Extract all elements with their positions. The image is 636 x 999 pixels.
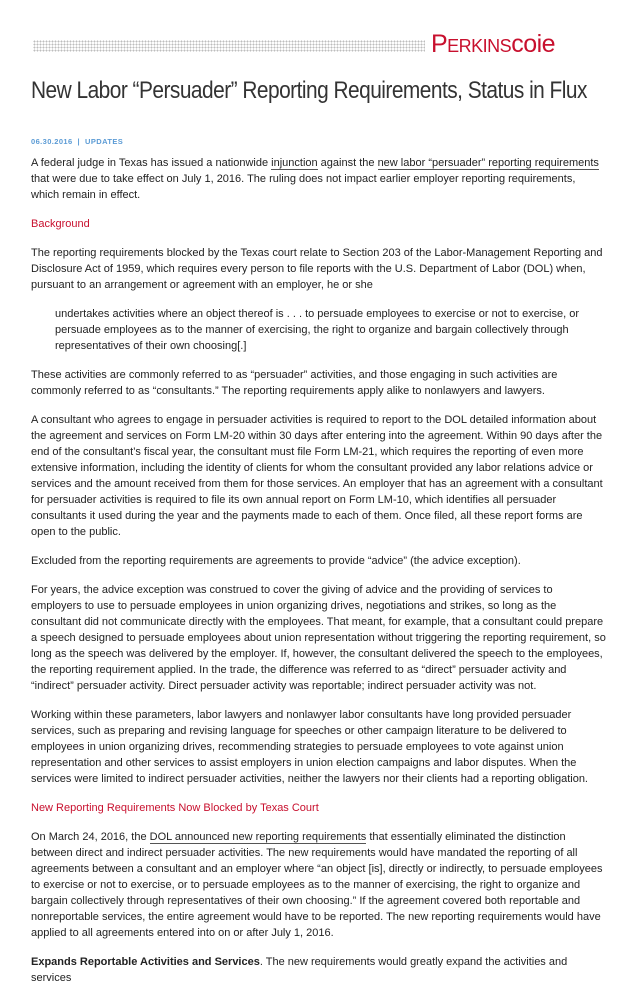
meta-separator: | bbox=[77, 137, 81, 146]
paragraph: A consultant who agrees to engage in persuader activities is required to report to the DOL detailed information about the agreement and services on Form LM-20 within 30 days after entering into the agreement. Within 90 days after the end of the consultant’s fiscal year, the consultant must file Form LM-21, which requires the reporting of even more extensive information, including the identity of clients for whom the consultant provided any labor relations advice or services and the amount received from them for those services. An employer that has an agreement with a consultant for persuader activities is required to file its own annual report on Form LM-10, which identifies all persuader consultants it used during the year and the payments made to each of them. Once filed, all these report forms are open to the public. bbox=[31, 414, 603, 538]
paragraph: These activities are commonly referred to as “persuader” activities, and those engaging in such activities are commonly referred to as “consultants.” The reporting requirements apply alike to nonlawyers and lawyers. bbox=[31, 369, 558, 397]
injunction-link[interactable]: injunction bbox=[271, 157, 318, 169]
page-header bbox=[0, 0, 636, 60]
article-date: 06.30.2016 bbox=[31, 137, 73, 146]
intro-paragraph: A federal judge in Texas has issued a nationwide injunction against the new labor “persuader” reporting requirements that were due to take effect on July 1, 2016. The ruling does not impact earlier employer reporting requirements, which remain in effect. bbox=[31, 157, 599, 201]
paragraph: Excluded from the reporting requirements are agreements to provide “advice” (the advice exception). bbox=[31, 555, 521, 567]
paragraph: Working within these parameters, labor lawyers and nonlawyer labor consultants have long provided persuader services, such as preparing and revising language for speeches or other campaign literature to be delivered to employees in union organizing drives, recommending strategies to persuade employees to vote against union representation and other services to assist employers in union election campaigns and labor disputes. When the services were limited to indirect persuader activities, neither the lawyers nor their clients had a reporting obligation. bbox=[31, 709, 588, 785]
dol-announcement-link[interactable]: DOL announced new reporting requirements bbox=[149, 831, 367, 843]
article-meta bbox=[31, 137, 128, 146]
paragraph: For years, the advice exception was construed to cover the giving of advice and the providing of services to employers to use to persuade employees in union organizing drives, negotiations and strikes, so long as the consultant did not communicate directly with the employees. That meant, for example, that a consultant could prepare a speech designed to persuade employees about union representation without triggering the reporting requirement, so long as the speech was delivered by the employer. If, however, the consultant delivered the speech to the employees, the reporting requirement applied. In the trade, the difference was referred to as “direct” persuader activity and “indirect” persuader activity. Direct persuader activity was reportable; indirect persuader activity was not. bbox=[31, 584, 606, 692]
section-heading-new-requirements: New Reporting Requirements Now Blocked by Texas Court bbox=[31, 802, 319, 814]
dot-pattern-decoration bbox=[33, 40, 425, 52]
article-category[interactable]: UPDATES bbox=[85, 137, 124, 146]
block-quote: undertakes activities where an object thereof is . . . to persuade employees to exercise or not to exercise, or persuade employees as to the manner of exercising, the right to organize and bargain collectively through representatives of their own choosing[.] bbox=[55, 308, 579, 352]
paragraph: The reporting requirements blocked by the Texas court relate to Section 203 of the Labor-Management Reporting and Disclosure Act of 1959, which requires every person to file reports with the U.S. Department of Labor (DOL) when, pursuant to an arrangement or agreement with an employer, he or she bbox=[31, 247, 603, 291]
article-body bbox=[31, 155, 606, 999]
subheading-bold: Expands Reportable Activities and Services bbox=[31, 956, 260, 968]
logo-coie: coie bbox=[511, 30, 556, 58]
logo-perkins: Perkins bbox=[431, 30, 512, 58]
section-heading-background: Background bbox=[31, 218, 90, 230]
article-title: New Labor “Persuader” Reporting Requirements, Status in Flux bbox=[31, 77, 587, 104]
paragraph: Expands Reportable Activities and Services. The new requirements would greatly expand the activities and services bbox=[31, 956, 568, 984]
paragraph: On March 24, 2016, the DOL announced new reporting requirements that essentially eliminated the distinction between direct and indirect persuader activities. The new requirements would have mandated the reporting of all agreements between a consultant and an employer where “an object [is], directly or indirectly, to persuade employees to exercise or not to exercise, or to persuade employees as to the manner of exercising, the right to organize and bargain collectively through representatives of their own choosing.” If the agreement covered both reportable and nonreportable services, the entire agreement would have to be reported. The new reporting requirements would have applied to all agreements entered into on or after July 1, 2016. bbox=[31, 831, 603, 939]
perkins-coie-logo[interactable] bbox=[431, 30, 555, 58]
persuader-requirements-link[interactable]: new labor “persuader” reporting requirements bbox=[377, 157, 599, 169]
